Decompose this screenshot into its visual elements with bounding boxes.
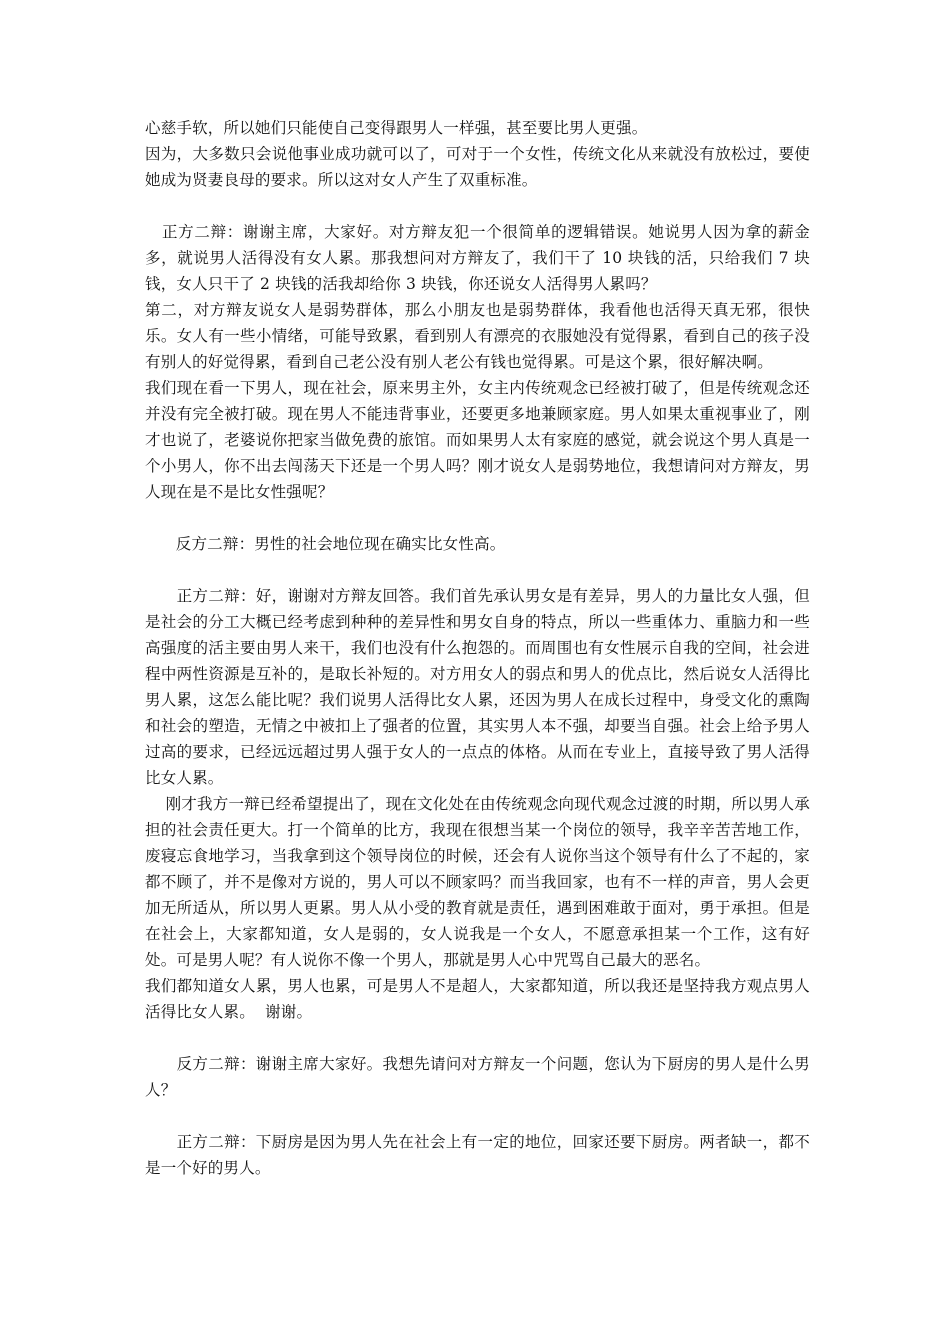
paragraph-spacer (145, 505, 810, 531)
paragraph-7: 正方二辩：好，谢谢对方辩友回答。我们首先承认男女是有差异，男人的力量比女人强，但是社会的分工大概已经考虑到种种的差异性和男女自身的特点，所以一些重体力、重脑力和一些高强度的活主要由男人来干，我们也没有什么抱怨的。而周围也有女性展示自我的空间，社会进程中两性资源是互补的，是取长补短的。对方用女人的弱点和男人的优点比，然后说女人活得比男人累，这怎么能比呢？我们说男人活得比女人累，还因为男人在成长过程中，身受文化的熏陶和社会的塑造，无情之中被扣上了强者的位置，其实男人本不强，却要当自强。社会上给予男人过高的要求，已经远远超过男人强于女人的一点点的体格。从而在专业上，直接导致了男人活得比女人累。 (145, 587, 810, 787)
paragraph-spacer (145, 193, 810, 219)
document-body (145, 115, 810, 1181)
paragraph-spacer (145, 1103, 810, 1129)
paragraph-1: 心慈手软，所以她们只能使自己变得跟男人一样强，甚至要比男人更强。 (145, 119, 648, 137)
paragraph-4: 第二，对方辩友说女人是弱势群体，那么小朋友也是弱势群体，我看他也活得天真无邪，很快乐。女人有一些小情绪，可能导致累，看到别人有漂亮的衣服她没有觉得累，看到自己的孩子没有别人的好觉得累，看到自己老公没有别人老公有钱也觉得累。可是这个累，很好解决啊。 (145, 301, 810, 371)
paragraph-6: 反方二辩：男性的社会地位现在确实比女性高。 (145, 535, 506, 553)
paragraph-5: 我们现在看一下男人，现在社会，原来男主外，女主内传统观念已经被打破了，但是传统观念还并没有完全被打破。现在男人不能违背事业，还要更多地兼顾家庭。男人如果太重视事业了，刚才也说了，老婆说你把家当做免费的旅馆。而如果男人太有家庭的感觉，就会说这个男人真是一个小男人，你不出去闯荡天下还是一个男人吗？刚才说女人是弱势地位，我想请问对方辩友，男人现在是不是比女性强呢？ (145, 379, 810, 501)
paragraph-spacer (145, 1025, 810, 1051)
paragraph-2: 因为，大多数只会说他事业成功就可以了，可对于一个女性，传统文化从来就没有放松过，要使她成为贤妻良母的要求。所以这对女人产生了双重标准。 (145, 145, 810, 189)
paragraph-spacer (145, 557, 810, 583)
paragraph-9: 我们都知道女人累，男人也累，可是男人不是超人，大家都知道，所以我还是坚持我方观点男人活得比女人累。 谢谢。 (145, 977, 810, 1021)
paragraph-10: 反方二辩：谢谢主席大家好。我想先请问对方辩友一个问题，您认为下厨房的男人是什么男人？ (145, 1055, 810, 1099)
paragraph-3: 正方二辩：谢谢主席，大家好。对方辩友犯一个很简单的逻辑错误。她说男人因为拿的薪金多，就说男人活得没有女人累。那我想问对方辩友了，我们干了 10 块钱的活，只给我们 7 块钱，女人只干了 2 块钱的活我却给你 3 块钱，你还说女人活得男人累吗？ (145, 223, 810, 293)
paragraph-11: 正方二辩：下厨房是因为男人先在社会上有一定的地位，回家还要下厨房。两者缺一，都不是一个好的男人。 (145, 1133, 810, 1177)
paragraph-8: 刚才我方一辩已经希望提出了，现在文化处在由传统观念向现代观念过渡的时期，所以男人承担的社会责任更大。打一个简单的比方，我现在很想当某一个岗位的领导，我辛辛苦苦地工作，废寝忘食地学习，当我拿到这个领导岗位的时候，还会有人说你当这个领导有什么了不起的，家都不顾了，并不是像对方说的，男人可以不顾家吗？而当我回家，也有不一样的声音，男人会更加无所适从，所以男人更累。男人从小受的教育就是责任，遇到困难敢于面对，勇于承担。但是在社会上，大家都知道，女人是弱的，女人说我是一个女人，不愿意承担某一个工作，这有好处。可是男人呢？有人说你不像一个男人，那就是男人心中咒骂自己最大的恶名。 (145, 795, 811, 969)
